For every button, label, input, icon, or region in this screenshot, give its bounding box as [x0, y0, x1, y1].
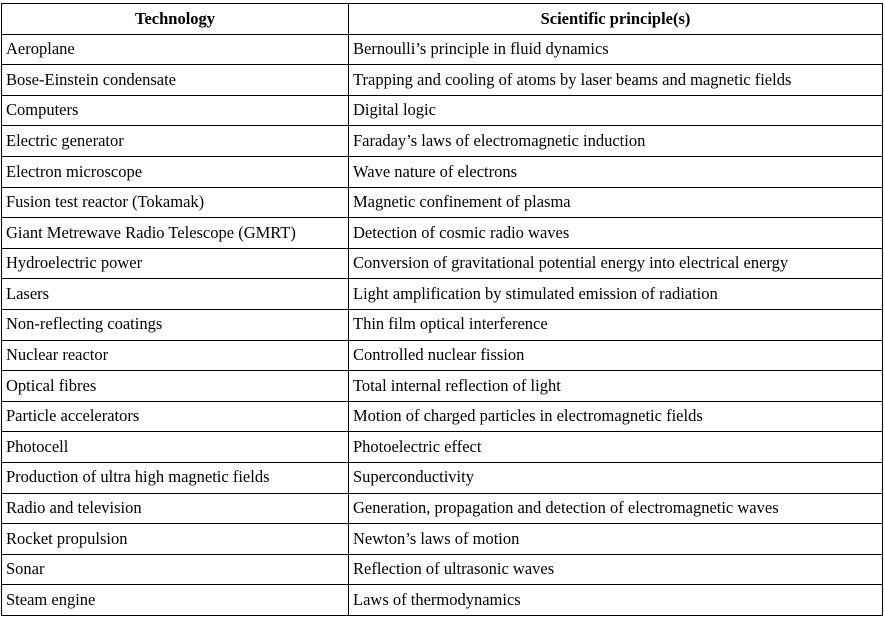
- technology-cell: Bose-Einstein condensate: [2, 65, 349, 96]
- technology-cell: Non-reflecting coatings: [2, 309, 349, 340]
- principle-cell: Thin film optical interference: [349, 309, 883, 340]
- principle-cell: Motion of charged particles in electromagnetic fields: [349, 401, 883, 432]
- technology-cell: Steam engine: [2, 585, 349, 616]
- technology-cell: Electron microscope: [2, 156, 349, 187]
- principle-cell: Wave nature of electrons: [349, 156, 883, 187]
- table-row: [2, 187, 883, 218]
- header-scientific-principles: Scientific principle(s): [349, 4, 883, 35]
- technology-cell: Aeroplane: [2, 34, 349, 65]
- table-row: [2, 462, 883, 493]
- technology-cell: Lasers: [2, 279, 349, 310]
- technology-cell: Photocell: [2, 432, 349, 463]
- principle-cell: Controlled nuclear fission: [349, 340, 883, 371]
- table-row: [2, 585, 883, 616]
- technology-cell: Optical fibres: [2, 371, 349, 402]
- principle-cell: Total internal reflection of light: [349, 371, 883, 402]
- table-row: [2, 95, 883, 126]
- technology-cell: Radio and television: [2, 493, 349, 524]
- technology-cell: Hydroelectric power: [2, 248, 349, 279]
- technology-cell: Computers: [2, 95, 349, 126]
- table-row: [2, 432, 883, 463]
- principle-cell: Faraday’s laws of electromagnetic induction: [349, 126, 883, 157]
- principle-cell: Generation, propagation and detection of electromagnetic waves: [349, 493, 883, 524]
- table-row: [2, 126, 883, 157]
- principle-cell: Reflection of ultrasonic waves: [349, 554, 883, 585]
- header-technology: Technology: [2, 4, 349, 35]
- principle-cell: Light amplification by stimulated emission of radiation: [349, 279, 883, 310]
- table-row: [2, 65, 883, 96]
- table-row: [2, 309, 883, 340]
- principle-cell: Conversion of gravitational potential energy into electrical energy: [349, 248, 883, 279]
- technology-cell: Fusion test reactor (Tokamak): [2, 187, 349, 218]
- principle-cell: Detection of cosmic radio waves: [349, 218, 883, 249]
- principle-cell: Magnetic confinement of plasma: [349, 187, 883, 218]
- principle-cell: Newton’s laws of motion: [349, 524, 883, 555]
- table-row: [2, 401, 883, 432]
- principle-cell: Superconductivity: [349, 462, 883, 493]
- technology-cell: Giant Metrewave Radio Telescope (GMRT): [2, 218, 349, 249]
- header-row: [2, 4, 883, 35]
- technology-cell: Production of ultra high magnetic fields: [2, 462, 349, 493]
- table-row: [2, 248, 883, 279]
- table-row: [2, 340, 883, 371]
- technology-principles-table: [1, 3, 883, 616]
- table-row: [2, 524, 883, 555]
- table-row: [2, 371, 883, 402]
- technology-cell: Rocket propulsion: [2, 524, 349, 555]
- table-row: [2, 34, 883, 65]
- table-row: [2, 279, 883, 310]
- principle-cell: Trapping and cooling of atoms by laser beams and magnetic fields: [349, 65, 883, 96]
- table-row: [2, 493, 883, 524]
- principle-cell: Photoelectric effect: [349, 432, 883, 463]
- technology-cell: Nuclear reactor: [2, 340, 349, 371]
- technology-cell: Sonar: [2, 554, 349, 585]
- table-row: [2, 554, 883, 585]
- table-row: [2, 218, 883, 249]
- table-body: [2, 34, 883, 615]
- principle-cell: Digital logic: [349, 95, 883, 126]
- technology-cell: Electric generator: [2, 126, 349, 157]
- technology-cell: Particle accelerators: [2, 401, 349, 432]
- principle-cell: Bernoulli’s principle in fluid dynamics: [349, 34, 883, 65]
- principle-cell: Laws of thermodynamics: [349, 585, 883, 616]
- table-row: [2, 156, 883, 187]
